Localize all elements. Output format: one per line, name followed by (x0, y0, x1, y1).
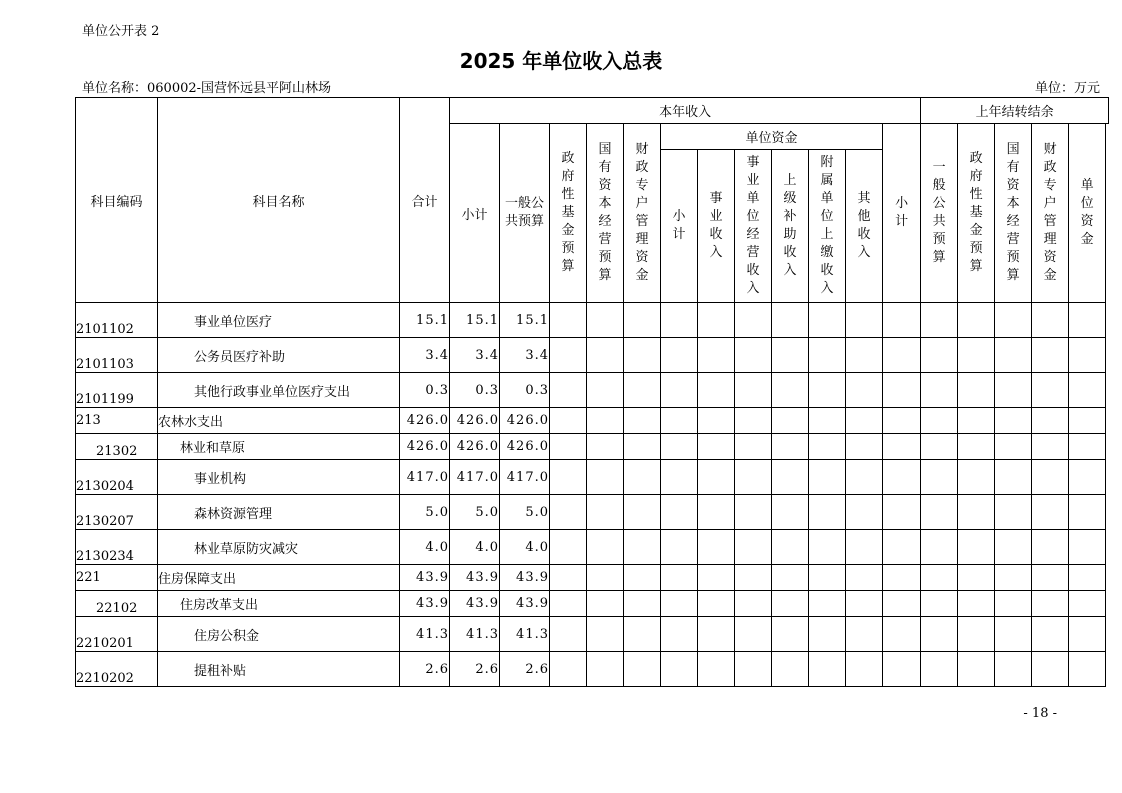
row-subtotal: 0.3 (450, 373, 500, 408)
header-name: 科目名称 (158, 98, 400, 303)
empty-cell (846, 565, 883, 591)
empty-cell (550, 617, 587, 652)
empty-cell (698, 338, 735, 373)
empty-cell (698, 373, 735, 408)
row-code: 2130204 (76, 460, 158, 495)
table-row (76, 495, 1109, 530)
header-uf-subtotal: 小计 (661, 150, 698, 303)
empty-cell (624, 652, 661, 687)
row-total: 0.3 (400, 373, 450, 408)
empty-cell (698, 530, 735, 565)
row-general-budget: 426.0 (500, 434, 550, 460)
row-total: 3.4 (400, 338, 450, 373)
table-row (76, 460, 1109, 495)
header-current-year: 本年收入 (450, 98, 921, 124)
table-row (76, 530, 1109, 565)
empty-cell (698, 495, 735, 530)
row-name: 林业草原防灾减灾 (158, 530, 400, 565)
header-affiliated-income: 附属单位上缴收入 (809, 150, 846, 303)
empty-cell (735, 652, 772, 687)
empty-cell (809, 652, 846, 687)
empty-cell (624, 617, 661, 652)
empty-cell (921, 303, 958, 338)
table-number-label: 单位公开表 2 (82, 24, 160, 39)
table-row (76, 408, 1109, 434)
empty-cell (550, 460, 587, 495)
header-prev-unit-funds: 单位资金 (1069, 124, 1106, 303)
empty-cell (809, 303, 846, 338)
row-code: 2130207 (76, 495, 158, 530)
empty-cell (698, 591, 735, 617)
empty-cell (661, 652, 698, 687)
empty-cell (995, 591, 1032, 617)
empty-cell (809, 338, 846, 373)
header-business-income: 事业收入 (698, 150, 735, 303)
empty-cell (550, 303, 587, 338)
empty-cell (958, 303, 995, 338)
empty-cell (1069, 338, 1106, 373)
currency-unit-label: 单位：万元 (1034, 81, 1100, 96)
empty-cell (698, 565, 735, 591)
empty-cell (587, 565, 624, 591)
empty-cell (1032, 338, 1069, 373)
empty-cell (1032, 652, 1069, 687)
empty-cell (958, 530, 995, 565)
empty-cell (809, 591, 846, 617)
empty-cell (550, 530, 587, 565)
page-title: 2025 年单位收入总表 (459, 49, 663, 73)
empty-cell (921, 617, 958, 652)
empty-cell (587, 303, 624, 338)
empty-cell (772, 408, 809, 434)
row-code: 2101102 (76, 303, 158, 338)
empty-cell (1069, 434, 1106, 460)
empty-cell (661, 495, 698, 530)
empty-cell (995, 530, 1032, 565)
empty-cell (958, 434, 995, 460)
empty-cell (1032, 591, 1069, 617)
empty-cell (883, 460, 921, 495)
empty-cell (846, 373, 883, 408)
row-code: 213 (76, 408, 158, 434)
empty-cell (995, 303, 1032, 338)
row-name: 住房改革支出 (158, 591, 400, 617)
empty-cell (995, 652, 1032, 687)
empty-cell (1032, 434, 1069, 460)
row-subtotal: 426.0 (450, 434, 500, 460)
empty-cell (661, 565, 698, 591)
empty-cell (883, 652, 921, 687)
header-prev-gov-fund: 政府性基金预算 (958, 124, 995, 303)
empty-cell (772, 373, 809, 408)
row-name: 事业单位医疗 (158, 303, 400, 338)
empty-cell (550, 591, 587, 617)
header-superior-subsidy: 上级补助收入 (772, 150, 809, 303)
empty-cell (550, 652, 587, 687)
empty-cell (772, 434, 809, 460)
empty-cell (1069, 408, 1106, 434)
row-code: 221 (76, 565, 158, 591)
empty-cell (846, 434, 883, 460)
empty-cell (921, 408, 958, 434)
empty-cell (661, 303, 698, 338)
unit-name-label: 单位名称：060002-国营怀远县平阿山林场 (82, 81, 332, 96)
row-name: 事业机构 (158, 460, 400, 495)
header-subtotal: 小计 (450, 124, 500, 303)
table-row (76, 434, 1109, 460)
empty-cell (883, 303, 921, 338)
row-name: 住房公积金 (158, 617, 400, 652)
row-name: 公务员医疗补助 (158, 338, 400, 373)
empty-cell (698, 303, 735, 338)
header-prev-subtotal: 小计 (883, 124, 921, 303)
empty-cell (624, 460, 661, 495)
empty-cell (735, 338, 772, 373)
row-code: 21302 (76, 434, 158, 460)
empty-cell (1032, 565, 1069, 591)
table-row (76, 591, 1109, 617)
empty-cell (735, 408, 772, 434)
empty-cell (661, 591, 698, 617)
empty-cell (587, 530, 624, 565)
empty-cell (809, 495, 846, 530)
row-code: 22102 (76, 591, 158, 617)
row-general-budget: 3.4 (500, 338, 550, 373)
empty-cell (550, 495, 587, 530)
empty-cell (550, 408, 587, 434)
row-total: 15.1 (400, 303, 450, 338)
row-name: 提租补贴 (158, 652, 400, 687)
empty-cell (921, 338, 958, 373)
empty-cell (735, 373, 772, 408)
empty-cell (661, 530, 698, 565)
empty-cell (846, 338, 883, 373)
header-operating-income: 事业单位经营收入 (735, 150, 772, 303)
empty-cell (958, 338, 995, 373)
empty-cell (1032, 303, 1069, 338)
empty-cell (587, 460, 624, 495)
row-subtotal: 5.0 (450, 495, 500, 530)
empty-cell (883, 338, 921, 373)
empty-cell (661, 373, 698, 408)
row-general-budget: 4.0 (500, 530, 550, 565)
empty-cell (772, 652, 809, 687)
row-subtotal: 3.4 (450, 338, 500, 373)
empty-cell (846, 303, 883, 338)
empty-cell (735, 591, 772, 617)
table-row (76, 373, 1109, 408)
empty-cell (661, 338, 698, 373)
empty-cell (1069, 652, 1106, 687)
empty-cell (958, 408, 995, 434)
row-subtotal: 43.9 (450, 591, 500, 617)
row-general-budget: 426.0 (500, 408, 550, 434)
empty-cell (661, 460, 698, 495)
empty-cell (958, 652, 995, 687)
empty-cell (921, 373, 958, 408)
empty-cell (735, 303, 772, 338)
empty-cell (624, 373, 661, 408)
empty-cell (550, 434, 587, 460)
empty-cell (587, 495, 624, 530)
empty-cell (1069, 495, 1106, 530)
empty-cell (661, 434, 698, 460)
table-row (76, 652, 1109, 687)
row-general-budget: 0.3 (500, 373, 550, 408)
empty-cell (958, 591, 995, 617)
empty-cell (995, 408, 1032, 434)
empty-cell (772, 565, 809, 591)
empty-cell (921, 530, 958, 565)
empty-cell (809, 617, 846, 652)
row-total: 5.0 (400, 495, 450, 530)
empty-cell (587, 617, 624, 652)
empty-cell (809, 530, 846, 565)
empty-cell (772, 591, 809, 617)
empty-cell (846, 460, 883, 495)
empty-cell (883, 591, 921, 617)
row-total: 2.6 (400, 652, 450, 687)
empty-cell (698, 617, 735, 652)
empty-cell (1069, 565, 1106, 591)
empty-cell (846, 530, 883, 565)
empty-cell (995, 617, 1032, 652)
empty-cell (1069, 530, 1106, 565)
empty-cell (1032, 530, 1069, 565)
empty-cell (809, 408, 846, 434)
row-code: 2101199 (76, 373, 158, 408)
empty-cell (735, 434, 772, 460)
empty-cell (883, 530, 921, 565)
header-general-budget: 一般公共预算 (500, 124, 550, 303)
empty-cell (1032, 373, 1069, 408)
row-total: 43.9 (400, 565, 450, 591)
empty-cell (624, 434, 661, 460)
empty-cell (624, 408, 661, 434)
empty-cell (1032, 617, 1069, 652)
empty-cell (550, 338, 587, 373)
empty-cell (661, 408, 698, 434)
header-prev-state-capital: 国有资本经营预算 (995, 124, 1032, 303)
empty-cell (772, 460, 809, 495)
table-row (76, 338, 1109, 373)
empty-cell (587, 591, 624, 617)
row-name: 其他行政事业单位医疗支出 (158, 373, 400, 408)
empty-cell (624, 303, 661, 338)
empty-cell (735, 565, 772, 591)
empty-cell (735, 530, 772, 565)
empty-cell (587, 652, 624, 687)
empty-cell (624, 495, 661, 530)
empty-cell (624, 565, 661, 591)
empty-cell (1069, 373, 1106, 408)
empty-cell (809, 565, 846, 591)
table-row (76, 617, 1109, 652)
empty-cell (1069, 591, 1106, 617)
empty-cell (1032, 495, 1069, 530)
empty-cell (883, 408, 921, 434)
row-total: 417.0 (400, 460, 450, 495)
empty-cell (698, 460, 735, 495)
row-code: 2130234 (76, 530, 158, 565)
empty-cell (958, 565, 995, 591)
empty-cell (1032, 408, 1069, 434)
empty-cell (846, 408, 883, 434)
empty-cell (883, 434, 921, 460)
empty-cell (958, 495, 995, 530)
empty-cell (587, 408, 624, 434)
empty-cell (921, 565, 958, 591)
empty-cell (958, 460, 995, 495)
row-subtotal: 41.3 (450, 617, 500, 652)
empty-cell (1069, 460, 1106, 495)
header-unit-funds: 单位资金 (661, 124, 883, 150)
empty-cell (846, 591, 883, 617)
empty-cell (587, 373, 624, 408)
empty-cell (1032, 460, 1069, 495)
empty-cell (809, 373, 846, 408)
table-row (76, 565, 1109, 591)
empty-cell (624, 530, 661, 565)
row-total: 41.3 (400, 617, 450, 652)
page-number: - 18 - (1023, 706, 1057, 721)
empty-cell (921, 460, 958, 495)
row-total: 43.9 (400, 591, 450, 617)
empty-cell (661, 617, 698, 652)
empty-cell (995, 373, 1032, 408)
empty-cell (735, 617, 772, 652)
empty-cell (772, 495, 809, 530)
empty-cell (587, 338, 624, 373)
empty-cell (883, 565, 921, 591)
empty-cell (550, 565, 587, 591)
row-code: 2101103 (76, 338, 158, 373)
row-subtotal: 15.1 (450, 303, 500, 338)
empty-cell (995, 338, 1032, 373)
row-general-budget: 43.9 (500, 565, 550, 591)
empty-cell (846, 617, 883, 652)
empty-cell (883, 495, 921, 530)
header-prev-year: 上年结转结余 (921, 98, 1109, 124)
empty-cell (1069, 617, 1106, 652)
empty-cell (772, 530, 809, 565)
empty-cell (624, 591, 661, 617)
empty-cell (698, 652, 735, 687)
empty-cell (846, 652, 883, 687)
row-subtotal: 426.0 (450, 408, 500, 434)
header-prev-general: 一般公共预算 (921, 124, 958, 303)
row-subtotal: 417.0 (450, 460, 500, 495)
row-general-budget: 15.1 (500, 303, 550, 338)
empty-cell (809, 460, 846, 495)
header-code: 科目编码 (76, 98, 158, 303)
empty-cell (921, 434, 958, 460)
empty-cell (958, 373, 995, 408)
empty-cell (735, 460, 772, 495)
empty-cell (772, 303, 809, 338)
header-gov-fund: 政府性基金预算 (550, 124, 587, 303)
row-code: 2210202 (76, 652, 158, 687)
empty-cell (921, 591, 958, 617)
row-name: 林业和草原 (158, 434, 400, 460)
row-subtotal: 43.9 (450, 565, 500, 591)
row-total: 426.0 (400, 408, 450, 434)
empty-cell (995, 460, 1032, 495)
empty-cell (698, 408, 735, 434)
empty-cell (624, 338, 661, 373)
header-prev-special-fund: 财政专户管理资金 (1032, 124, 1069, 303)
empty-cell (921, 495, 958, 530)
row-name: 住房保障支出 (158, 565, 400, 591)
row-general-budget: 5.0 (500, 495, 550, 530)
empty-cell (921, 652, 958, 687)
empty-cell (550, 373, 587, 408)
header-state-capital: 国有资本经营预算 (587, 124, 624, 303)
empty-cell (995, 495, 1032, 530)
row-general-budget: 2.6 (500, 652, 550, 687)
row-general-budget: 43.9 (500, 591, 550, 617)
empty-cell (995, 434, 1032, 460)
table-row (76, 303, 1109, 338)
row-subtotal: 4.0 (450, 530, 500, 565)
empty-cell (772, 617, 809, 652)
empty-cell (846, 495, 883, 530)
empty-cell (809, 434, 846, 460)
empty-cell (883, 617, 921, 652)
empty-cell (1069, 303, 1106, 338)
row-code: 2210201 (76, 617, 158, 652)
row-general-budget: 417.0 (500, 460, 550, 495)
income-summary-table (75, 97, 1109, 687)
header-total: 合计 (400, 98, 450, 303)
empty-cell (772, 338, 809, 373)
empty-cell (698, 434, 735, 460)
row-subtotal: 2.6 (450, 652, 500, 687)
row-total: 4.0 (400, 530, 450, 565)
empty-cell (883, 373, 921, 408)
empty-cell (735, 495, 772, 530)
row-total: 426.0 (400, 434, 450, 460)
row-name: 农林水支出 (158, 408, 400, 434)
empty-cell (995, 565, 1032, 591)
header-other-income: 其他收入 (846, 150, 883, 303)
header-special-fund: 财政专户管理资金 (624, 124, 661, 303)
empty-cell (958, 617, 995, 652)
row-general-budget: 41.3 (500, 617, 550, 652)
empty-cell (587, 434, 624, 460)
row-name: 森林资源管理 (158, 495, 400, 530)
